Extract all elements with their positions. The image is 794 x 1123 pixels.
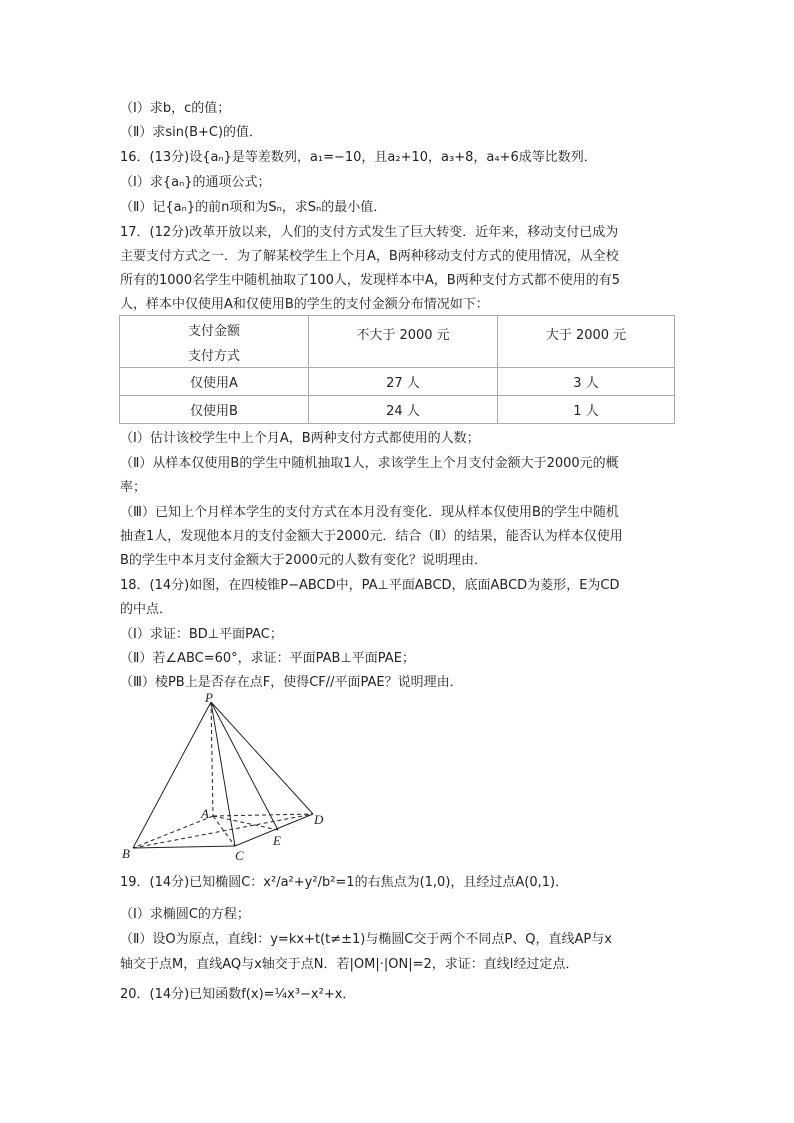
edge-PD <box>211 702 313 814</box>
q19-part1: （Ⅰ）求椭圆C的方程； <box>120 907 250 922</box>
table-header-method: 支付方式 <box>187 348 240 364</box>
q20-stem: 20．(14分)已知函数f(x)=¼x³−x²+x． <box>120 987 356 1002</box>
edge-BD <box>133 814 313 848</box>
q18-part2: （Ⅱ）若∠ABC=60°，求证：平面PAB⊥平面PAE； <box>120 651 415 666</box>
q17-part2-line2: 率； <box>120 480 147 495</box>
table-cell: 27 人 <box>309 368 498 396</box>
table-row <box>120 368 675 396</box>
q17-stem-line1: 17．(12分)改革开放以来，人们的支付方式发生了巨大转变．近年来，移动支付已成为 <box>120 225 619 240</box>
label-P: P <box>205 690 213 705</box>
label-A: A <box>201 806 209 821</box>
q18-part3: （Ⅲ）棱PB上是否存在点F，使得CF//平面PAE？说明理由． <box>120 675 463 690</box>
table-header-amount: 支付金额 <box>187 323 240 339</box>
payment-distribution-table <box>119 315 675 424</box>
edge-AD <box>213 814 313 816</box>
q17-part3-line3: B的学生中本月支付金额大于2000元的人数有变化？说明理由． <box>120 553 488 568</box>
q16-part1: （Ⅰ）求{aₙ}的通项公式； <box>120 175 271 190</box>
edge-BC <box>133 846 235 848</box>
q15-part2: （Ⅱ）求sin(B+C)的值． <box>120 125 263 140</box>
label-B: B <box>122 846 130 861</box>
q15-part1: （Ⅰ）求b，c的值； <box>120 101 231 116</box>
edge-PB <box>133 702 211 848</box>
q16-part2: （Ⅱ）记{aₙ}的前n项和为Sₙ，求Sₙ的最小值． <box>120 200 387 215</box>
q18-stem-line2: 的中点． <box>120 602 173 617</box>
q18-stem-line1: 18．(14分)如图，在四棱锥P−ABCD中，PA⊥平面ABCD，底面ABCD为菱形，E为CD <box>120 578 620 593</box>
q19-part2-line2: 轴交于点M，直线AQ与x轴交于点N．若|OM|·|ON|=2，求证：直线l经过定点． <box>120 957 579 972</box>
q19-part2-line1: （Ⅱ）设O为原点，直线l：y=kx+t(t≠±1)与椭圆C交于两个不同点P、Q，直线AP与x <box>120 932 612 947</box>
edge-PA <box>211 702 213 816</box>
q17-part2-line1: （Ⅱ）从样本仅使用B的学生中随机抽取1人，求该学生上个月支付金额大于2000元的概 <box>120 456 619 471</box>
table-cell: 24 人 <box>309 396 498 424</box>
label-D: D <box>314 812 324 827</box>
table-cell: 3 人 <box>498 368 675 396</box>
table-header-corner <box>120 316 309 368</box>
q17-stem-line3: 所有的1000名学生中随机抽取了100人，发现样本中A，B两种支付方式都不使用的有5 <box>120 273 620 288</box>
pyramid-figure <box>115 690 345 865</box>
table-row-label: 仅使用A <box>120 368 309 396</box>
table-header-col2: 大于 2000 元 <box>498 316 675 368</box>
q17-stem-line4: 人，样本中仅使用A和仅使用B的学生的支付金额分布情况如下： <box>120 297 489 312</box>
table-cell: 1 人 <box>498 396 675 424</box>
edge-AE <box>213 816 278 830</box>
q17-part1: （Ⅰ）估计该校学生中上个月A，B两种支付方式都使用的人数； <box>120 431 480 446</box>
q17-part3-line1: （Ⅲ）已知上个月样本学生的支付方式在本月没有变化．现从样本仅使用B的学生中随机 <box>120 505 619 520</box>
label-E: E <box>273 833 281 848</box>
edge-PC <box>211 702 235 846</box>
q19-stem: 19．(14分)已知椭圆C：x²/a²+y²/b²=1的右焦点为(1,0)，且经过点A(0,1)． <box>120 875 569 890</box>
table-row-label: 仅使用B <box>120 396 309 424</box>
label-C: C <box>235 848 244 863</box>
q18-part1: （Ⅰ）求证：BD⊥平面PAC； <box>120 627 283 642</box>
table-header-col1: 不大于 2000 元 <box>309 316 498 368</box>
q17-stem-line2: 主要支付方式之一．为了解某校学生上个月A，B两种移动支付方式的使用情况，从全校 <box>120 249 619 264</box>
edge-PE <box>211 702 278 830</box>
table-row <box>120 396 675 424</box>
q16-stem: 16．(13分)设{aₙ}是等差数列，a₁=−10，且a₂+10，a₃+8，a₄+6成等比数列． <box>120 150 597 165</box>
q17-part3-line2: 抽查1人，发现他本月的支付金额大于2000元．结合（Ⅱ）的结果，能否认为样本仅使用 <box>120 529 623 544</box>
